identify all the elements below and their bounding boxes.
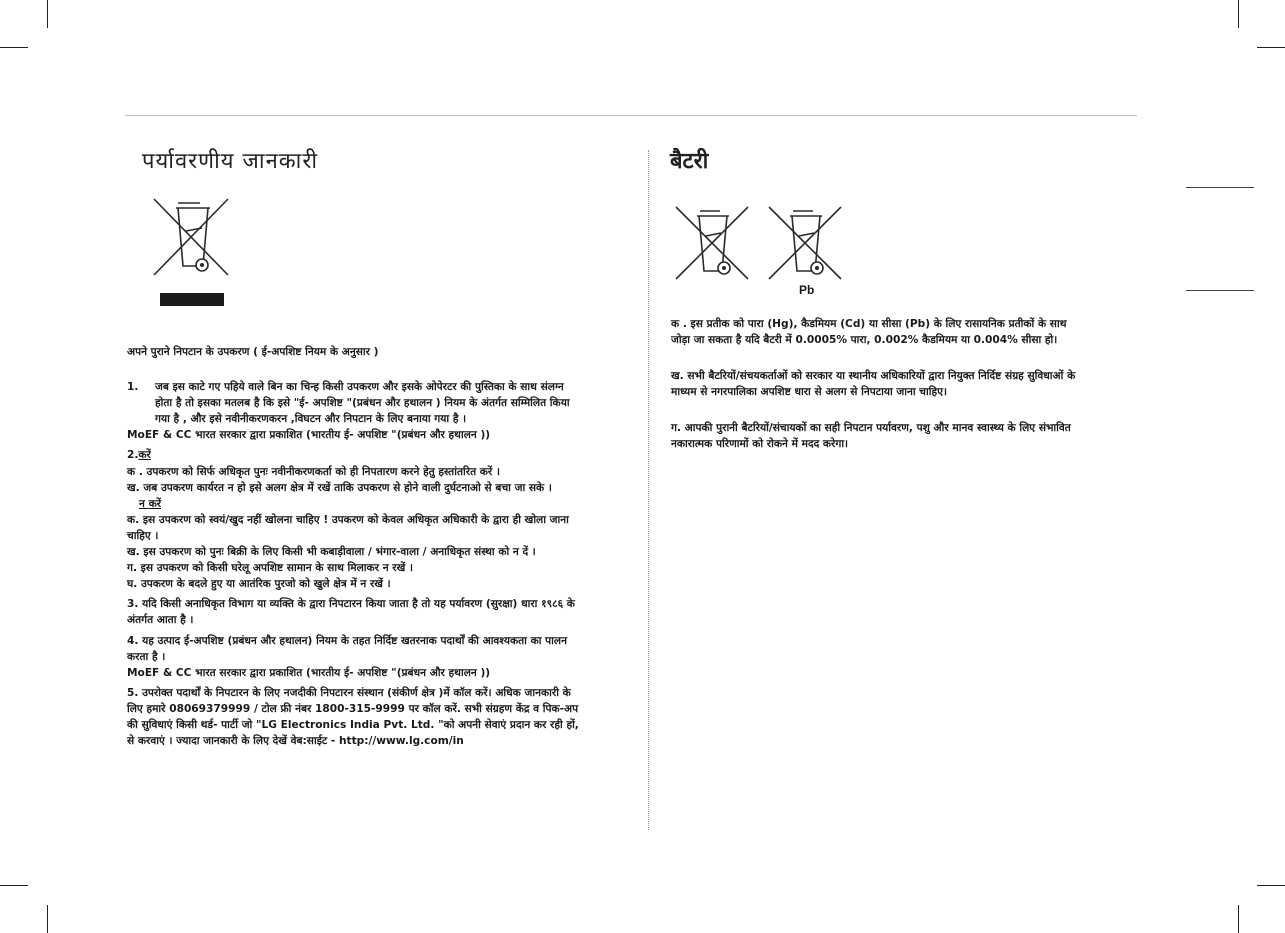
crop-mark bbox=[1238, 0, 1239, 28]
item-1-text: जब इस काटे गए पहिये वाले बिन का चिन्ह किसी उपकरण और इसके ओपेरटर की पुस्तिका के साथ संलग्न होता है तो इसका मतलब है कि इसे "ई- अपशिष्ट "(प्रबंधन और हथालन ) नियम के अंतर्गत सम्मिलित किया गया है , और इसे नवीनीकरणकरन ,विघटन और निपटान के लिए बनाया गया है । bbox=[155, 381, 570, 426]
crossed-out-wheeled-bin-icon bbox=[672, 203, 752, 281]
pb-label: Pb bbox=[799, 283, 815, 297]
crossed-out-wheeled-bin-pb-icon bbox=[765, 203, 845, 281]
crossed-out-wheeled-bin-icon bbox=[150, 195, 232, 277]
do-number: 2. bbox=[127, 449, 139, 462]
dont-item-a: क. इस उपकरण को स्वयं/खुद नहीं खोलना चाहिए ! उपकरण को केवल अधिकृत अधिकारी के द्वारा ही खोला जाना चाहिए । bbox=[127, 513, 569, 542]
column-divider bbox=[648, 150, 649, 830]
dont-item-d: घ. उपकरण के बदले हुए या आतंरिक पुरजो को खुले क्षेत्र में न रखें । bbox=[127, 578, 391, 591]
left-column-text bbox=[127, 344, 579, 749]
battery-para-a: क . इस प्रतीक को पारा (Hg), कैडमियम (Cd) या सीसा (Pb) के लिए रासायनिक प्रतीकों के साथ जोड़ा जा सकता है यदि बैटरी में 0.0005% पारा, 0.002% कैडमियम या 0.004% सीसा हो। bbox=[671, 318, 1067, 346]
header-rule bbox=[125, 115, 1137, 116]
item-5: 5. उपरोक्त पदार्थों के निपटारन के लिए नजदीकी निपटारन संस्थान (संकीर्ण क्षेत्र )में कॉल करें। अधिक जानकारी के लिए हमारे 08069379999 / टोल फ्री नंबर 1800-315-9999 पर कॉल करें. सभी संग्रहण केंद्र व पिक-अप की सुविधाएं किसी थर्ड- पार्टी जो "LG Electronics India Pvt. Ltd. "को अपनी सेवाएं प्रदान कर रही हों, से करवाएं । ज्यादा जानकारी के लिए देखें वेब:साईट - http://www.lg.com/in bbox=[127, 686, 579, 748]
item-3: 3. यदि किसी अनाधिकृत विभाग या व्यक्ति के द्वारा निपटारन किया जाता है तो यह पर्यावरण (सुरक्षा) धारा १९८६ के अंतर्गत आता है । bbox=[127, 598, 575, 627]
battery-para-c: ग. आपकी पुरानी बैटरियों/संचायकों का सही निपटान पर्यावरण, पशु और मानव स्वास्थ्य के लिए संभावित नकारात्मक परिणामों को रोकने में मदद करेगा। bbox=[671, 422, 1071, 450]
environment-info-title: पर्यावरणीय जानकारी bbox=[142, 149, 319, 174]
crop-mark bbox=[47, 905, 48, 933]
dont-label: न करें bbox=[139, 497, 162, 510]
moef-line-1: MoEF & CC भारत सरकार द्वारा प्रकाशित (भारतीय ई- अपशिष्ट "(प्रबंधन और हथालन )) bbox=[127, 429, 491, 442]
crop-mark bbox=[1257, 47, 1285, 48]
crop-mark bbox=[1257, 885, 1285, 886]
do-item-b: ख. जब उपकरण कार्यरत न हो इसे अलग क्षेत्र में रखें ताकि उपकरण से होने वाली दुर्घटनाओ से बचा जा सके । bbox=[127, 481, 552, 494]
right-column-text bbox=[671, 316, 1081, 472]
solid-bar bbox=[160, 293, 224, 306]
do-heading bbox=[127, 447, 579, 463]
disposal-heading: अपने पुराने निपटान के उपकरण ( ई-अपशिष्ट नियम के अनुसार ) bbox=[127, 346, 379, 358]
crop-mark bbox=[47, 0, 48, 28]
crop-mark bbox=[0, 47, 28, 48]
do-item-a: क . उपकरण को सिर्फ अधिकृत पुनः नवीनीकरणकर्ता को ही निपतारण करने हेतु हस्तांतरित करें । bbox=[127, 465, 500, 478]
dont-item-b: ख. इस उपकरण को पुनः बिक्री के लिए किसी भी कबाड़ीवाला / भंगार-वाला / अनाधिकृत संस्था को न दें । bbox=[127, 546, 536, 559]
battery-title: बैटरी bbox=[670, 149, 709, 174]
crop-mark bbox=[0, 885, 28, 886]
battery-para-b: ख. सभी बैटरियों/संचयकर्ताओं को सरकार या स्थानीय अधिकारियों द्वारा नियुक्त निर्दिष्ट संग्रह सुविधाओं के माध्यम से नगरपालिका अपशिष्ट धारा से अलग से निपटाया जाना चाहिए। bbox=[671, 370, 1076, 398]
item-1-number: 1. bbox=[127, 381, 139, 394]
moef-line-2: MoEF & CC भारत सरकार द्वारा प्रकाशित (भारतीय ई- अपशिष्ट "(प्रबंधन और हथालन )) bbox=[127, 666, 491, 679]
side-tab-line bbox=[1186, 290, 1254, 291]
item-1 bbox=[127, 379, 579, 427]
crop-mark bbox=[1238, 905, 1239, 933]
dont-item-c: ग. इस उपकरण को किसी घरेलू अपशिष्ट सामान के साथ मिलाकर न रखें । bbox=[127, 562, 413, 575]
side-tab-line bbox=[1186, 187, 1254, 188]
do-label: करें bbox=[138, 449, 151, 462]
dont-heading bbox=[127, 496, 579, 512]
item-4: 4. यह उत्पाद ई-अपशिष्ट (प्रबंधन और हथालन) नियम के तहत निर्दिष्ट खतरनाक पदार्थों की आवश्यकता का पालन करता है । bbox=[127, 634, 567, 663]
